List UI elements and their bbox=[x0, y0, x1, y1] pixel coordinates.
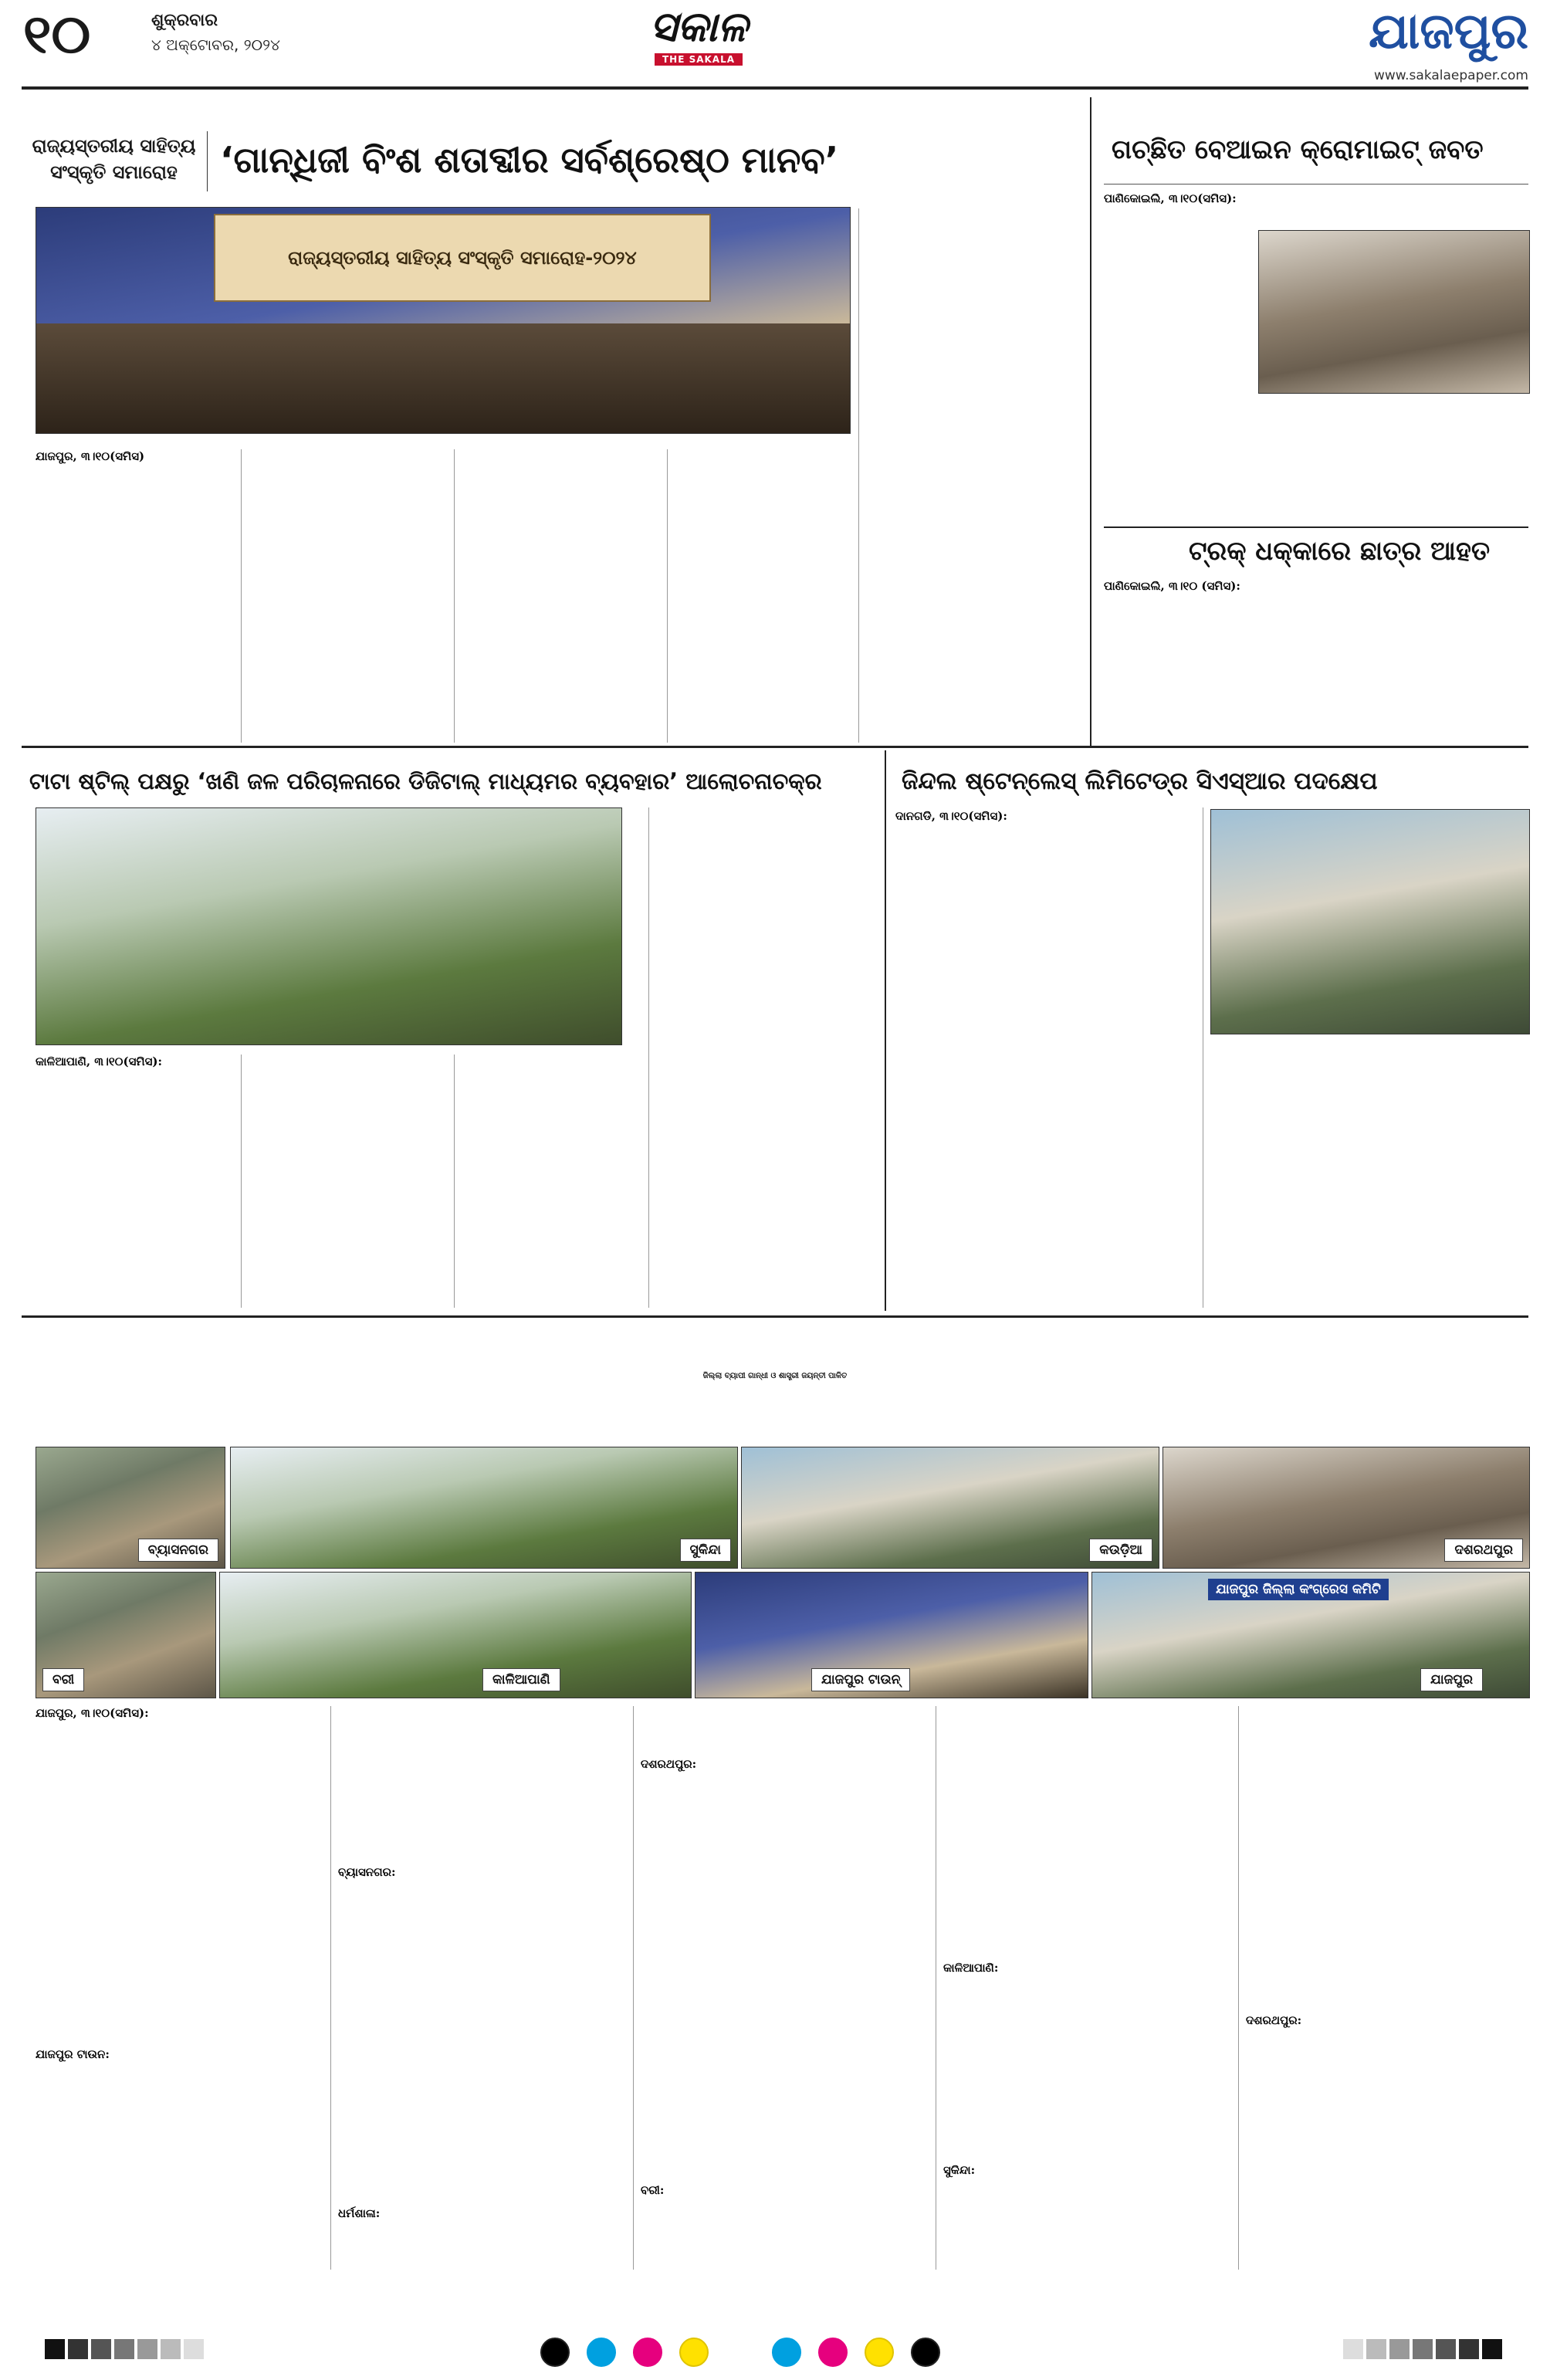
story4-photo bbox=[36, 807, 622, 1045]
banner-caption-6: କାଳିଆପାଣି bbox=[482, 1668, 560, 1691]
story4-col2 bbox=[249, 1053, 443, 1308]
banner-caption-1: ବ୍ୟାସନଗର bbox=[138, 1539, 218, 1562]
banner-caption-8: ଯାଜପୁର bbox=[1420, 1668, 1483, 1691]
col-divider bbox=[858, 208, 859, 743]
story1-photo bbox=[36, 207, 851, 434]
banner-headline: ଜିଲ୍ଲା ବ୍ୟାପୀ ଗାନ୍ଧୀ ଓ ଶାସ୍ତ୍ରୀ ଜୟନ୍ତୀ ପାଳିତ bbox=[702, 1372, 848, 1380]
banner-caption-2: ସୁକିନ୍ଦା bbox=[680, 1539, 731, 1562]
banner-col2 bbox=[338, 1705, 624, 2268]
banner-photo-sign: ଯାଜପୁର ଜିଲ୍ଲା କଂଗ୍ରେସ କମିଟି bbox=[1208, 1579, 1389, 1600]
logo-text: ସକାଳ bbox=[649, 2, 748, 51]
banner-subhead-4: ଧର୍ମଶାଳା: bbox=[338, 2206, 381, 2220]
banner-subhead-1: ବ୍ୟାସନଗର: bbox=[338, 1865, 396, 1879]
story4-col1 bbox=[36, 1053, 230, 1308]
kicker-divider bbox=[207, 131, 208, 191]
banner-photo-5 bbox=[36, 1572, 216, 1698]
story5-col2 bbox=[1210, 1039, 1528, 1308]
story2-photo bbox=[1258, 230, 1530, 394]
story2-headline: ଗଚ୍ଛିତ ବେଆଇନ କ୍ରୋମାଇଟ୍ ଜବତ bbox=[1112, 134, 1484, 165]
rule bbox=[1104, 184, 1528, 185]
issue-date: ୪ ଅକ୍ଟୋବର, ୨୦୨୪ bbox=[151, 36, 280, 54]
banner-photo-6 bbox=[219, 1572, 692, 1698]
color-bar-left bbox=[45, 2339, 207, 2361]
section-rule-2 bbox=[22, 1315, 1528, 1318]
story2-text-left bbox=[1104, 225, 1250, 449]
col-divider bbox=[241, 449, 242, 743]
story1-kicker-line2: ସଂସ୍କୃତି ସମାରୋହ bbox=[50, 161, 178, 183]
col-divider bbox=[667, 449, 668, 743]
banner-subhead-8: ଦଶରଥପୁର: bbox=[1246, 2013, 1302, 2027]
right-column-divider bbox=[1090, 97, 1091, 746]
col-divider bbox=[454, 1055, 455, 1308]
banner-subhead-2: ଯାଜପୁର ଟାଉନ: bbox=[36, 2047, 110, 2061]
story5-dateline: ଦାନଗଡି, ୩।୧୦(ସମିସ): bbox=[895, 809, 1007, 823]
banner-photo-4 bbox=[1162, 1447, 1530, 1569]
issue-day: ଶୁକ୍ରବାର bbox=[151, 11, 218, 30]
banner-photo-7 bbox=[695, 1572, 1088, 1698]
col-divider bbox=[1238, 1706, 1239, 2270]
story4-headline: ଟାଟା ଷ୍ଟିଲ୍ ପକ୍ଷରୁ ‘ଖଣି ଜଳ ପରିଚାଳନାରେ ଡିଜିଟାଲ୍ ମାଧ୍ୟମର ବ୍ୟବହାର’ ଆଲୋଚନାଚକ୍ର bbox=[29, 768, 822, 794]
col-divider bbox=[330, 1706, 331, 2270]
banner-col1 bbox=[36, 1705, 321, 2268]
banner-dateline: ଯାଜପୁର, ୩।୧୦(ସମିସ): bbox=[36, 1706, 149, 1720]
banner-photo-2 bbox=[230, 1447, 738, 1569]
page-number: ୧୦ bbox=[23, 2, 91, 66]
edition-name: ଯାଜପୁର bbox=[1369, 3, 1528, 60]
story1-col1 bbox=[36, 448, 230, 741]
story1-col4 bbox=[675, 448, 851, 741]
banner-photo-3 bbox=[741, 1447, 1159, 1569]
story1-col3 bbox=[462, 448, 656, 741]
banner-caption-5: ବରୀ bbox=[42, 1668, 84, 1691]
banner-photo-1 bbox=[36, 1447, 225, 1569]
banner-caption-4: ଦଶରଥପୁର bbox=[1444, 1539, 1523, 1562]
story3-text bbox=[1104, 577, 1528, 740]
story1-kicker-line1: ରାଜ୍ୟସ୍ତରୀୟ ସାହିତ୍ୟ bbox=[32, 135, 196, 157]
story4-col4 bbox=[656, 807, 872, 1308]
col-divider bbox=[241, 1055, 242, 1308]
banner-subhead-3: ଦଶରଥପୁର: bbox=[641, 1757, 697, 1771]
banner-col5 bbox=[1246, 1705, 1528, 2268]
story2-text-bottom bbox=[1104, 451, 1528, 522]
color-dots-center bbox=[540, 2338, 1019, 2364]
story1-kicker bbox=[31, 133, 197, 185]
banner-col4 bbox=[943, 1705, 1229, 2268]
color-bar-right bbox=[1343, 2339, 1505, 2361]
story5-photo bbox=[1210, 809, 1530, 1034]
banner-photo-8 bbox=[1091, 1572, 1530, 1698]
story4-dateline: କାଳିଆପାଣି, ୩।୧୦(ସମିସ): bbox=[36, 1055, 163, 1068]
masthead-rule bbox=[22, 86, 1528, 90]
story2-text-top bbox=[1104, 190, 1528, 225]
col-divider bbox=[633, 1706, 634, 2270]
banner-caption-7: ଯାଜପୁର ଟାଉନ୍ bbox=[811, 1668, 910, 1691]
website-url: www.sakalaepaper.com bbox=[1374, 68, 1528, 83]
banner-subhead-6: କାଳିଆପାଣି: bbox=[943, 1961, 999, 1975]
story1-headline: ‘ଗାନ୍ଧିଜୀ ବିଂଶ ଶତାବ୍ଦୀର ସର୍ବଶ୍ରେଷ୍ଠ ମାନବ’ bbox=[220, 139, 839, 181]
banner-subhead-7: ସୁକିନ୍ଦା: bbox=[943, 2163, 976, 2177]
story2-dateline: ପାଣିକୋଇଲି, ୩।୧୦(ସମିସ): bbox=[1104, 191, 1237, 205]
newspaper-logo bbox=[610, 3, 787, 68]
col-divider bbox=[648, 807, 649, 1308]
story1-col5 bbox=[866, 208, 1075, 741]
story3-headline: ଟ୍ରକ୍ ଧକ୍କାରେ ଛାତ୍ର ଆହତ bbox=[1189, 536, 1491, 567]
logo-subtitle: THE SAKALA bbox=[655, 53, 743, 66]
story4-col3 bbox=[462, 1053, 639, 1308]
banner-caption-3: କଉଡ଼ିଆ bbox=[1089, 1539, 1152, 1562]
col-divider bbox=[454, 449, 455, 743]
story3-dateline: ପାଣିକୋଇଲି, ୩।୧୦ (ସମିସ): bbox=[1104, 579, 1240, 593]
story1-dateline: ଯାଜପୁର, ୩।୧୦(ସମିସ) bbox=[36, 449, 145, 463]
banner-col3 bbox=[641, 1705, 926, 2268]
banner-subhead-5: ବରୀ: bbox=[641, 2183, 665, 2197]
story4-story5-divider bbox=[885, 750, 886, 1311]
story5-headline: ଜିନ୍ଦଲ ଷ୍ଟେନ୍‌ଲେସ୍ ଲିମିଟେଡ୍‌ର ସିଏସ୍‌ଆର ପଦକ୍ଷେପ bbox=[902, 767, 1378, 795]
story1-col2 bbox=[249, 448, 443, 741]
story5-col1 bbox=[895, 807, 1195, 1308]
story1-photo-banner: ରାଜ୍ୟସ୍ତରୀୟ ସାହିତ୍ୟ ସଂସ୍କୃତି ସମାରୋହ-୨୦୨୪ bbox=[214, 214, 711, 302]
